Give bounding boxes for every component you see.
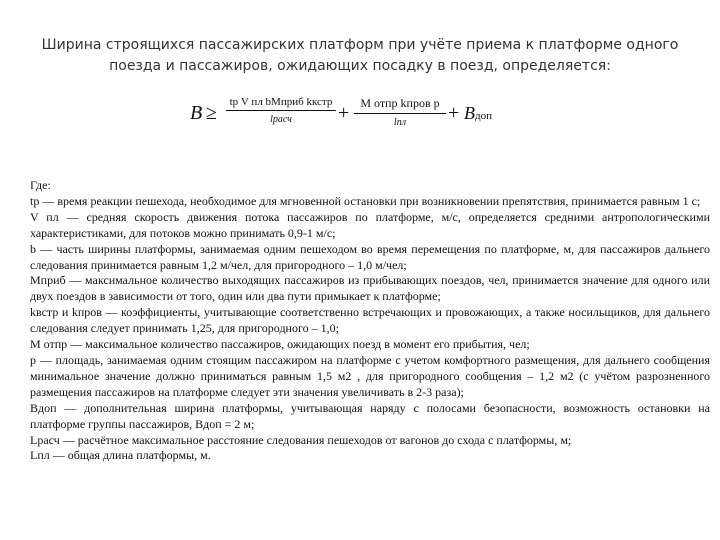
formula-plus-2: + [448, 102, 460, 124]
definition-b: b — часть ширины платформы, занимаемая одним пешеходом во время перемещения по платформе, м, для пассажиров дальнего следования принимается равным 1,2 м/чел, для пригородного – 1,0 м/чел; [30, 241, 710, 272]
definitions-text [30, 178, 710, 464]
formula-fraction-2 [354, 96, 446, 128]
definition-lpl: Lпл — общая длина платформы, м. [30, 448, 211, 463]
slide-title: Ширина строящихся пассажирских платформ при учёте приема к платформе одного поезда и пассажиров, ожидающих посадку в поезд, определяется: [41, 37, 679, 74]
platform-width-formula [190, 88, 510, 138]
definition-motpr: M отпр — максимальное количество пассажиров, ожидающих поезд в момент его прибытия, чел; [30, 337, 530, 352]
definition-mprib: Mприб — максимальное количество выходящих пассажиров из прибывающих поездов, чел, принимается значение для одного или двух поездов в зависимости от того, один или два пути примыкает к платформе; [30, 273, 710, 304]
formula-last-term-symbol: B [464, 103, 475, 123]
formula-lhs: B [190, 102, 203, 124]
fraction-2-numerator: M отпр kпров p [360, 96, 440, 110]
definitions-heading: Где: [30, 178, 51, 192]
definition-vpl: V пл — средняя скорость движения потока пассажиров по платформе, м/с, определяется средними антропологическими характеристиками, для потоков можно принимать 0,9-1 м/с; [30, 209, 710, 240]
definition-lrasch: Lрасч — расчётное максимальное расстояние следования пешеходов от вагонов до схода с платформы, м; [30, 432, 572, 447]
fraction-1-numerator: tр V пл bMприб kкстр [229, 96, 333, 108]
definition-tr: tр — время реакции пешехода, необходимое для мгновенной остановки при возникновении препятствия, принимается равным 1 с; [30, 193, 701, 208]
fraction-2-denominator: lпл [393, 117, 407, 128]
definition-bdop: Bдоп — дополнительная ширина платформы, учитывающая наряду с полосами безопасности, возможность остановки на платформе группы пассажиров, Bдоп = 2 м; [30, 400, 710, 431]
fraction-1-denominator: lрасч [270, 114, 292, 125]
formula-last-term-subscript: доп [475, 110, 492, 122]
definition-p: p — площадь, занимаемая одним стоящим пассажиром на платформе с учетом комфортного размещения, для дальнего сообщения минимальное значение должно приниматься равным 1,5 м2 , для пригородного сообщения – 1,2 м2 (с учётом разрозненного размещения пассажиров на платформе следует эти значения увеличивать в 2-3 раза); [30, 352, 710, 399]
formula-fraction-1 [226, 96, 336, 125]
definition-k: kвстр и kпров — коэффициенты, учитывающие соответственно встречающих и провожающих, а также носильщиков, для дальнего следования следует принимать 1,25, для пригородного – 1,0; [30, 305, 710, 336]
formula-relation: ≥ [206, 102, 217, 124]
formula-plus-1: + [338, 102, 350, 124]
formula-last-term [464, 103, 492, 124]
